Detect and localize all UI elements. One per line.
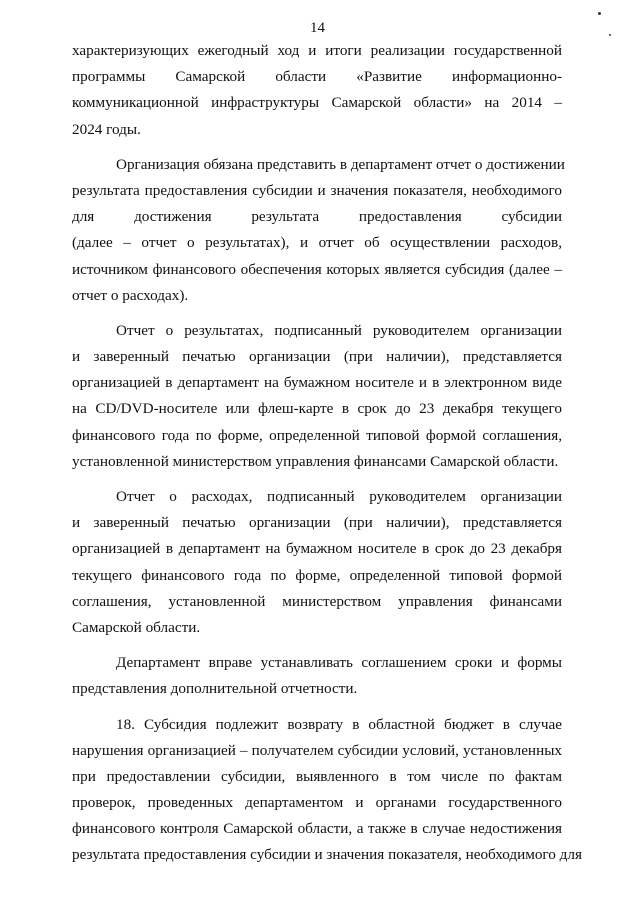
- text-line: программы Самарской области «Развитие информационно-: [72, 68, 562, 86]
- text-line: организацией в департамент на бумажном носителе и в электронном виде: [72, 374, 562, 392]
- text-line: Отчет о результатах, подписанный руководителем организации: [116, 321, 562, 339]
- text-line: результата предоставления субсидии и значения показателя, необходимого: [72, 181, 562, 199]
- paragraph-report-obligation: [72, 152, 565, 309]
- text-line: текущего финансового года по форме, определенной типовой формой: [72, 566, 562, 584]
- text-line: 2024 годы.: [72, 120, 141, 138]
- text-line: результата предоставления субсидии и значения показателя, необходимого для: [72, 846, 582, 864]
- text-line: финансового года по форме, определенной типовой формой соглашения,: [72, 426, 562, 444]
- text-line: установленной министерством управления финансами Самарской области.: [72, 452, 559, 470]
- text-line: коммуникационной инфраструктуры Самарской области» на 2014 –: [72, 94, 562, 112]
- text-line: (далее – отчет о результатах), и отчет об осуществлении расходов,: [72, 234, 562, 252]
- paragraph-results-report: [72, 318, 562, 475]
- text-line: отчет о расходах).: [72, 286, 189, 304]
- text-line: и заверенный печатью организации (при наличии), представляется: [72, 514, 562, 532]
- page-number: 14: [310, 20, 325, 36]
- paragraph-subsidy-return: [72, 712, 582, 869]
- text-line: характеризующих ежегодный ход и итоги реализации государственной: [72, 42, 562, 59]
- paragraph-additional-reporting: [72, 650, 562, 702]
- text-line: Отчет о расходах, подписанный руководителем организации: [116, 488, 562, 505]
- scan-speck: [598, 12, 601, 15]
- text-line: представления дополнительной отчетности.: [72, 680, 358, 698]
- paragraph-continuation: [72, 38, 562, 143]
- text-line: Департамент вправе устанавливать соглашением сроки и формы: [116, 654, 562, 672]
- text-line: проверок, проведенных департаментом и органами государственного: [72, 794, 562, 812]
- text-line: Самарской области.: [72, 618, 201, 636]
- scan-speck: [609, 34, 611, 36]
- text-line: Организация обязана представить в департамент отчет о достижении: [116, 155, 565, 173]
- document-body: [72, 38, 582, 869]
- text-line: для достижения результата предоставления субсидии: [72, 208, 562, 226]
- text-line: 18. Субсидия подлежит возврату в областной бюджет в случае: [116, 715, 562, 733]
- text-line: финансового контроля Самарской области, а также в случае недостижения: [72, 820, 562, 838]
- text-line: нарушения организацией – получателем субсидии условий, установленных: [72, 741, 562, 759]
- text-line: организацией в департамент на бумажном носителе в срок до 23 декабря: [72, 540, 562, 558]
- text-line: при предоставлении субсидии, выявленного в том числе по фактам: [72, 767, 562, 785]
- text-line: на CD/DVD-носителе или флеш-карте в срок до 23 декабря текущего: [72, 400, 562, 418]
- text-line: источником финансового обеспечения которых является субсидия (далее –: [72, 260, 562, 278]
- text-line: и заверенный печатью организации (при наличии), представляется: [72, 348, 562, 366]
- paragraph-expenses-report: [72, 484, 562, 641]
- text-line: соглашения, установленной министерством управления финансами: [72, 592, 562, 610]
